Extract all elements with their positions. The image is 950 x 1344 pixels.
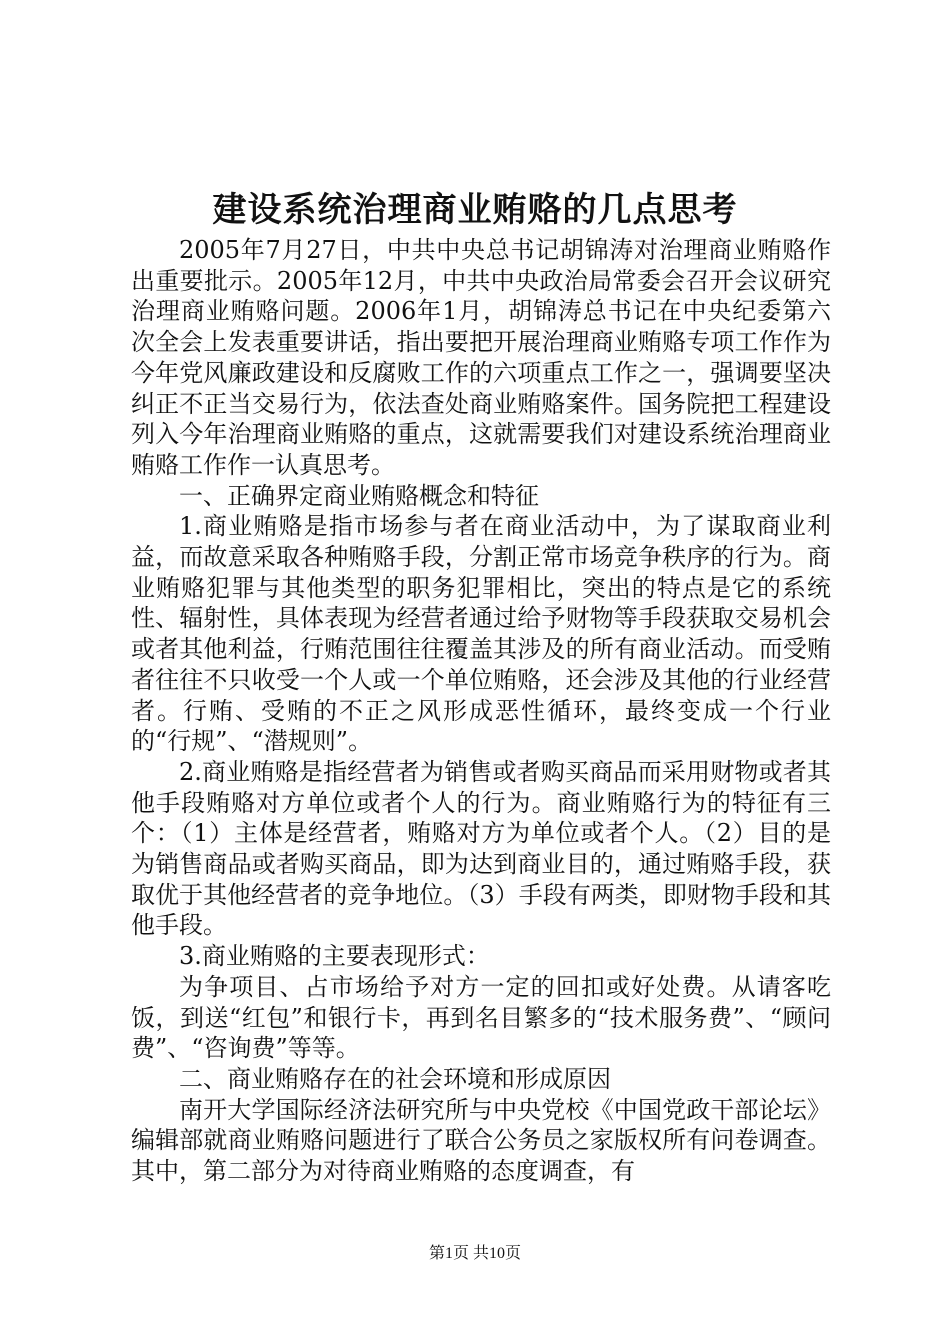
document-title: 建设系统治理商业贿赂的几点思考 bbox=[212, 190, 738, 230]
document-body bbox=[131, 235, 831, 1187]
paragraph-point-2: 2.商业贿赂是指经营者为销售或者购买商品而采用财物或者其他手段贿赂对方单位或者个人的行为。商业贿赂行为的特征有三个：（1）主体是经营者，贿赂对方为单位或者个人。（2）目的是为销售商品或者购买商品，即为达到商业目的，通过贿赂手段，获取优于其他经营者的竞争地位。（3）手段有两类，即财物手段和其他手段。 bbox=[131, 757, 831, 940]
paragraph-intro: 2005年7月27日，中共中央总书记胡锦涛对治理商业贿赂作出重要批示。2005年12月，中共中央政治局常委会召开会议研究治理商业贿赂问题。2006年1月，胡锦涛总书记在中央纪委第六次全会上发表重要讲话，指出要把开展治理商业贿赂专项工作作为今年党风廉政建设和反腐败工作的六项重点工作之一，强调要坚决纠正不正当交易行为，依法查处商业贿赂案件。国务院把工程建设列入今年治理商业贿赂的重点，这就需要我们对建设系统治理商业贿赂工作作一认真思考。 bbox=[131, 236, 831, 479]
section-heading-1: 一、正确界定商业贿赂概念和特征 bbox=[179, 481, 539, 510]
page-footer: 第1页 共10页 bbox=[428, 1245, 521, 1262]
paragraph-point-3: 3.商业贿赂的主要表现形式： bbox=[179, 942, 490, 971]
paragraph-point-1: 1.商业贿赂是指市场参与者在商业活动中，为了谋取商业利益，而故意采取各种贿赂手段，分割正常市场竞争秩序的行为。商业贿赂犯罪与其他类型的职务犯罪相比，突出的特点是它的系统性、辐射性，具体表现为经营者通过给予财物等手段获取交易机会或者其他利益，行贿范围往往覆盖其涉及的所有商业活动。而受贿者往往不只收受一个人或一个单位贿赂，还会涉及其他的行业经营者。行贿、受贿的不正之风形成恶性循环，最终变成一个行业的“行规”、“潜规则”。 bbox=[131, 512, 831, 756]
paragraph-forms: 为争项目、占市场给予对方一定的回扣或好处费。从请客吃饭，到送“红包”和银行卡，再到名目繁多的“技术服务费”、“顾问费”、“咨询费”等等。 bbox=[131, 972, 831, 1063]
paragraph-survey: 南开大学国际经济法研究所与中央党校《中国党政干部论坛》编辑部就商业贿赂问题进行了联合公务员之家版权所有问卷调查。其中，第二部分为对待商业贿赂的态度调查，有 bbox=[131, 1095, 831, 1186]
section-heading-2: 二、商业贿赂存在的社会环境和形成原因 bbox=[179, 1064, 611, 1093]
